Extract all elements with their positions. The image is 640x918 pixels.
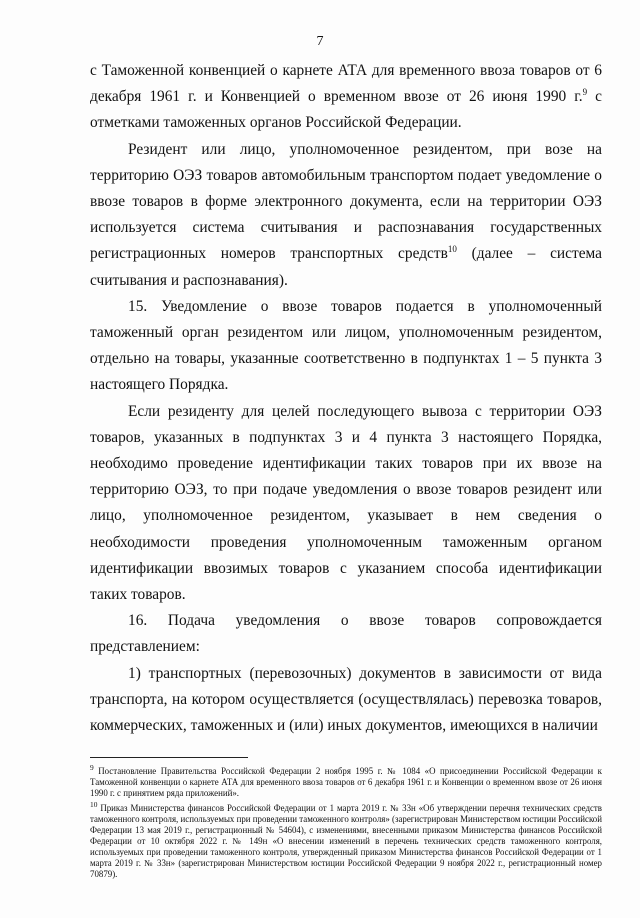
footnote	[90, 762, 602, 799]
paragraph	[90, 608, 602, 660]
paragraph	[90, 399, 602, 609]
paragraph	[90, 661, 602, 740]
paragraph-text: 1) транспортных (перевозочных) документов в зависимости от вида транспорта, на котором осуществляется (осуществлялась) перевозка товаров, коммерческих, таможенных и (или) иных документов, имеющихся в наличии	[90, 664, 602, 735]
paragraph-text: с Таможенной конвенцией о карнете АТА для временного ввоза товаров от 6 декабря 1961 г. и Конвенцией о временном ввозе от 26 июня 1990 г.	[90, 62, 602, 106]
paragraph	[90, 294, 602, 399]
footnote-separator	[90, 757, 248, 758]
footnote-text: Постановление Правительства Российской Федерации 2 ноября 1995 г. № 1084 «О присоединении Российской Федерации к Таможенной конвенции о карнете АТА для временного ввоза товаров от 6 декабря 1961 г. и Конвенции о временном ввозе от 26 июня 1990 г. с принятием ряда приложений».	[90, 765, 602, 798]
footnote-mark: 10	[90, 799, 98, 809]
footnote-reference: 10	[447, 244, 457, 255]
paragraph-text: Резидент или лицо, уполномоченное резидентом, при возе на территорию ОЭЗ товаров автомобильным транспортом подает уведомление о ввозе товаров в форме электронного документа, если на территории ОЭЗ используется система считывания и распознавания государственных регистрационных номеров транспортных средств	[90, 140, 602, 263]
footnote	[90, 799, 602, 880]
footnote-mark: 9	[90, 763, 94, 772]
paragraph-text: 16. Подача уведомления о ввозе товаров сопровождается представлением:	[90, 612, 602, 656]
footnote-reference: 9	[582, 87, 588, 98]
main-text	[90, 58, 602, 739]
footnotes	[90, 762, 602, 880]
footnote-text: Приказ Министерства финансов Российской Федерации от 1 марта 2019 г. № 33н «Об утверждении перечня технических средств таможенного контроля, используемых при проведении таможенного контроля» (зарегистрирован Министерством юстиции Российской Федерации 13 мая 2019 г., регистрационный № 54604), с изменениями, внесенными приказом Министерства финансов Российской Федерации от 10 октября 2022 г. № 149н «О внесении изменений в перечень технических средств таможенного контроля, используемых при проведении таможенного контроля, утвержденный приказом Министерства финансов Российской Федерации от 1 марта 2019 г. № 33н» (зарегистрирован Министерством юстиции Российской Федерации 9 ноября 2022 г., регистрационный номер 70879).	[90, 802, 602, 879]
paragraph	[90, 137, 602, 294]
page-number: 7	[316, 34, 324, 49]
paragraph	[90, 58, 602, 137]
paragraph-text: (далее – система считывания и распознавания).	[90, 245, 602, 289]
paragraph-text: с отметками таможенных органов Российской Федерации.	[90, 88, 602, 132]
paragraph-text: Если резиденту для целей последующего вывоза с территории ОЭЗ товаров, указанных в подпунктах 3 и 4 пункта 3 настоящего Порядка, необходимо проведение идентификации таких товаров при их ввозе на территорию ОЭЗ, то при подаче уведомления о ввозе товаров резидент или лицо, уполномоченное резидентом, указывает в нем сведения о необходимости проведения уполномоченным таможенным органом идентификации ввозимых товаров с указанием способа идентификации таких товаров.	[90, 402, 602, 604]
paragraph-text: 15. Уведомление о ввозе товаров подается в уполномоченный таможенный орган резидентом или лицом, уполномоченным резидентом, отдельно на товары, указанные соответственно в подпунктах 1 – 5 пункта 3 настоящего Порядка.	[90, 297, 602, 394]
